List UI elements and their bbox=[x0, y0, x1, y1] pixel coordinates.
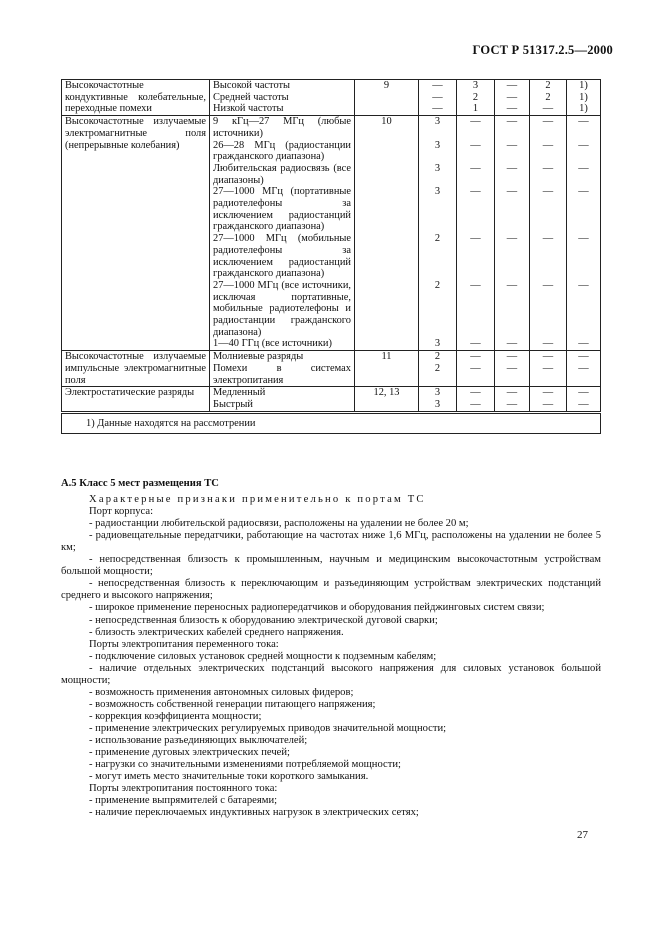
port-value-cell: — bbox=[530, 233, 567, 280]
port-value-cell: — bbox=[495, 80, 530, 92]
port-value-cell: — bbox=[495, 103, 530, 115]
port-value-cell: 1) bbox=[567, 80, 601, 92]
port-value-cell: — bbox=[457, 163, 495, 186]
port-value-cell: — bbox=[457, 186, 495, 233]
table-footnote: 1) Данные находятся на рассмотрении bbox=[62, 412, 601, 434]
phenomenon-parameter: Медленный bbox=[210, 387, 355, 399]
phenomenon-parameter: Быстрый bbox=[210, 399, 355, 412]
port-value-cell: 2 bbox=[419, 351, 457, 363]
table-row bbox=[62, 351, 601, 363]
port-value-cell: — bbox=[457, 351, 495, 363]
port-value-cell: — bbox=[530, 351, 567, 363]
phenomenon-parameter: 1—40 ГГц (все источники) bbox=[210, 338, 355, 350]
table-reference: 12, 13 bbox=[355, 387, 419, 399]
port-value-cell: 2 bbox=[419, 233, 457, 280]
table-reference bbox=[355, 363, 419, 387]
section-body bbox=[61, 478, 601, 819]
table-reference bbox=[355, 92, 419, 104]
port-value-cell: — bbox=[567, 399, 601, 412]
list-item: - применение выпрямителей с батареями; bbox=[89, 795, 278, 807]
port-value-cell: — bbox=[530, 163, 567, 186]
port-value-cell: — bbox=[567, 116, 601, 140]
list-item: - наличие переключаемых индуктивных нагрузок в электрических сетях; bbox=[89, 807, 419, 819]
port-value-cell: 2 bbox=[530, 92, 567, 104]
port-value-cell: 3 bbox=[419, 399, 457, 412]
port-value-cell: — bbox=[419, 80, 457, 92]
port-value-cell: — bbox=[495, 338, 530, 350]
table-reference bbox=[355, 280, 419, 339]
phenomenon-group-name: Высокочастотные кондуктивные колебательные, переходные помехи bbox=[62, 80, 210, 116]
port-value-cell: — bbox=[530, 280, 567, 339]
list-item: - применение дуговых электрических печей; bbox=[89, 747, 290, 759]
list-item: - непосредственная близость к переключающим и разъединяющим устройствам электрических подстанций среднего и высокого напряжения; bbox=[61, 578, 601, 602]
port-value-cell: — bbox=[495, 92, 530, 104]
table-reference bbox=[355, 186, 419, 233]
list-item: - применение электрических регулируемых приводов значительной мощности; bbox=[89, 722, 447, 734]
port-value-cell: 3 bbox=[419, 186, 457, 233]
port-value-cell: — bbox=[495, 280, 530, 339]
list-item: - непосредственная близость к оборудованию электрической дуговой сварки; bbox=[89, 614, 438, 626]
document-header: ГОСТ Р 51317.2.5—2000 bbox=[472, 43, 613, 57]
port-value-cell: — bbox=[530, 399, 567, 412]
port-value-cell: — bbox=[495, 399, 530, 412]
section-subtitle: Характерные признаки применительно к портам ТС bbox=[89, 494, 426, 506]
port-value-cell: 3 bbox=[419, 116, 457, 140]
port-value-cell: 1) bbox=[567, 92, 601, 104]
port-value-cell: — bbox=[457, 399, 495, 412]
phenomenon-parameter: Средней частоты bbox=[210, 92, 355, 104]
table-reference bbox=[355, 140, 419, 163]
port-value-cell: — bbox=[457, 363, 495, 387]
table-reference: 11 bbox=[355, 351, 419, 363]
phenomenon-parameter: Высокой частоты bbox=[210, 80, 355, 92]
table-row bbox=[62, 116, 601, 140]
port-value-cell: — bbox=[567, 338, 601, 350]
phenomenon-parameter: 27—1000 МГц (все источники, исключая портативные, мобильные радиотелефоны и радиостанции гражданского диапазона) bbox=[210, 280, 355, 339]
phenomenon-parameter: 27—1000 МГц (портативные радиотелефоны за исключением радиостанций гражданского диапазона) bbox=[210, 186, 355, 233]
table-reference: 9 bbox=[355, 80, 419, 92]
port-value-cell: — bbox=[530, 140, 567, 163]
port-value-cell: — bbox=[567, 351, 601, 363]
phenomenon-group-name: Высокочастотные излучаемые импульсные электромагнитные поля bbox=[62, 351, 210, 387]
table-row bbox=[62, 80, 601, 92]
port-value-cell: — bbox=[495, 116, 530, 140]
dc-port-label: Порты электропитания постоянного тока: bbox=[89, 783, 278, 795]
phenomenon-parameter: 26—28 МГц (радиостанции гражданского диапазона) bbox=[210, 140, 355, 163]
table-row bbox=[62, 387, 601, 399]
port-value-cell: 2 bbox=[419, 280, 457, 339]
port-value-cell: — bbox=[567, 363, 601, 387]
table-reference bbox=[355, 103, 419, 115]
port-value-cell: — bbox=[457, 116, 495, 140]
port-value-cell: — bbox=[457, 233, 495, 280]
port-value-cell: — bbox=[495, 163, 530, 186]
port-value-cell: 1) bbox=[567, 103, 601, 115]
port-value-cell: — bbox=[457, 140, 495, 163]
list-item: - возможность собственной генерации питающего напряжения; bbox=[89, 698, 376, 710]
port-value-cell: 2 bbox=[457, 92, 495, 104]
phenomenon-parameter: Молниевые разряды bbox=[210, 351, 355, 363]
ac-port-label: Порты электропитания переменного тока: bbox=[89, 638, 279, 650]
phenomenon-parameter: 9 кГц—27 МГц (любые источники) bbox=[210, 116, 355, 140]
port-value-cell: — bbox=[567, 280, 601, 339]
port-value-cell: — bbox=[419, 92, 457, 104]
table-reference bbox=[355, 338, 419, 350]
port-value-cell: — bbox=[457, 338, 495, 350]
list-item: - радиостанции любительской радиосвязи, расположены на удалении не более 20 м; bbox=[89, 518, 469, 530]
table-reference bbox=[355, 399, 419, 412]
dc-list bbox=[89, 795, 601, 819]
port-value-cell: — bbox=[567, 186, 601, 233]
port-value-cell: — bbox=[495, 233, 530, 280]
table-reference bbox=[355, 163, 419, 186]
phenomena-table bbox=[61, 79, 601, 434]
phenomenon-parameter: Любительская радиосвязь (все диапазоны) bbox=[210, 163, 355, 186]
port-value-cell: 3 bbox=[419, 338, 457, 350]
port-value-cell: — bbox=[495, 387, 530, 399]
port-value-cell: 3 bbox=[419, 140, 457, 163]
port-value-cell: — bbox=[567, 163, 601, 186]
port-value-cell: 2 bbox=[419, 363, 457, 387]
port-value-cell: — bbox=[530, 116, 567, 140]
enclosure-list bbox=[61, 518, 601, 638]
phenomenon-group-name: Высокочастотные излучаемые электромагнитные поля (непрерывные колебания) bbox=[62, 116, 210, 351]
list-item: - коррекция коэффициента мощности; bbox=[89, 710, 262, 722]
port-value-cell: — bbox=[567, 387, 601, 399]
list-item: - широкое применение переносных радиопередатчиков и оборудования пейджинговых систем связи; bbox=[89, 602, 545, 614]
list-item: - непосредственная близость к промышленным, научным и медицинским высокочастотным устройствам большой мощности; bbox=[61, 554, 601, 578]
list-item: - подключение силовых установок средней мощности к подземным кабелям; bbox=[89, 650, 437, 662]
list-item: - радиовещательные передатчики, работающие на частотах ниже 1,6 МГц, расположены на удалении не более 5 км; bbox=[61, 530, 601, 554]
phenomenon-group-name: Электростатические разряды bbox=[62, 387, 210, 412]
port-value-cell: 3 bbox=[419, 387, 457, 399]
phenomenon-parameter: Помехи в системах электропитания bbox=[210, 363, 355, 387]
table-reference bbox=[355, 233, 419, 280]
table-reference: 10 bbox=[355, 116, 419, 140]
port-value-cell: — bbox=[419, 103, 457, 115]
port-value-cell: — bbox=[530, 103, 567, 115]
list-item: - использование разъединяющих выключателей; bbox=[89, 734, 308, 746]
port-value-cell: — bbox=[495, 186, 530, 233]
phenomenon-parameter: Низкой частоты bbox=[210, 103, 355, 115]
port-value-cell: 1 bbox=[457, 103, 495, 115]
port-value-cell: — bbox=[530, 387, 567, 399]
port-value-cell: — bbox=[495, 351, 530, 363]
list-item: - наличие отдельных электрических подстанций высокого напряжения для силовых установок большой мощности; bbox=[61, 662, 601, 686]
list-item: - близость электрических кабелей среднего напряжения. bbox=[89, 626, 344, 638]
enclosure-port-label: Порт корпуса: bbox=[89, 506, 154, 518]
port-value-cell: — bbox=[567, 140, 601, 163]
port-value-cell: 3 bbox=[457, 80, 495, 92]
section-title: А.5 Класс 5 мест размещения ТС bbox=[61, 478, 219, 489]
list-item: - могут иметь место значительные токи короткого замыкания. bbox=[89, 771, 369, 783]
port-value-cell: 3 bbox=[419, 163, 457, 186]
phenomenon-parameter: 27—1000 МГц (мобильные радиотелефоны за исключением радиостанций гражданского диапазона) bbox=[210, 233, 355, 280]
port-value-cell: — bbox=[495, 363, 530, 387]
table-body bbox=[62, 80, 601, 434]
port-value-cell: — bbox=[530, 186, 567, 233]
port-value-cell: — bbox=[530, 363, 567, 387]
port-value-cell: 2 bbox=[530, 80, 567, 92]
ac-list bbox=[61, 650, 601, 784]
list-item: - возможность применения автономных силовых фидеров; bbox=[89, 686, 354, 698]
port-value-cell: — bbox=[457, 387, 495, 399]
port-value-cell: — bbox=[530, 338, 567, 350]
list-item: - нагрузки со значительными изменениями потребляемой мощности; bbox=[89, 759, 401, 771]
page-number: 27 bbox=[577, 829, 588, 841]
port-value-cell: — bbox=[567, 233, 601, 280]
port-value-cell: — bbox=[495, 140, 530, 163]
port-value-cell: — bbox=[457, 280, 495, 339]
